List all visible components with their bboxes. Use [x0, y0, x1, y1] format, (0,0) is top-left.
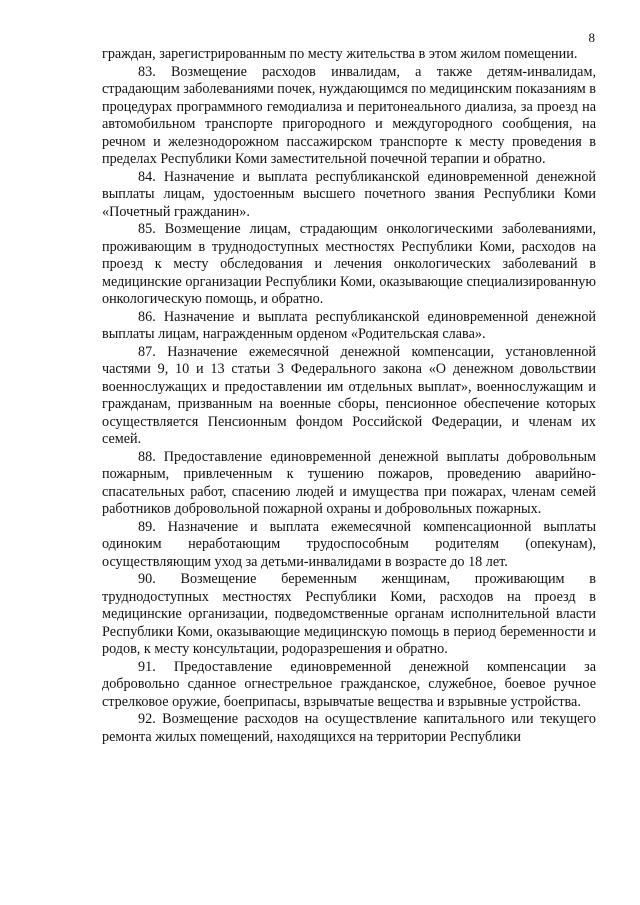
paragraph-continuation: граждан, зарегистрированным по месту жительства в этом жилом помещении. [102, 46, 578, 62]
paragraph-item-86: 86. Назначение и выплата республиканской единовременной денежной выплаты лицам, награжденным орденом «Родительская слава». [102, 308, 596, 342]
paragraph-item-92: 92. Возмещение расходов на осуществление капитального или текущего ремонта жилых помещений, находящихся на территории Республики [102, 711, 596, 745]
paragraph-item-84: 84. Назначение и выплата республиканской единовременной денежной выплаты лицам, удостоенным высшего почетного звания Республики Коми «Почетный гражданин». [102, 168, 596, 220]
paragraph-item-89: 89. Назначение и выплата ежемесячной компенсационной выплаты одиноким неработающим трудоспособным родителям (опекунам), осуществляющим уход за детьми-инвалидами в возрасте до 18 лет. [102, 518, 596, 570]
paragraph-item-91: 91. Предоставление единовременной денежной компенсации за добровольно сданное огнестрельное гражданское, служебное, боевое ручное стрелковое оружие, боеприпасы, взрывчатые вещества и взрывные устройства. [102, 658, 596, 710]
paragraph-item-87: 87. Назначение ежемесячной денежной компенсации, установленной частями 9, 10 и 13 статьи 3 Федерального закона «О денежном довольствии военнослужащих и предоставлении им отдельных выплат», военнослужащим и гражданам, призванным на военные сборы, пенсионное обеспечение которых осуществляется Пенсионным фондом Российской Федерации, и членам их семей. [102, 343, 596, 447]
document-body [102, 46, 596, 746]
paragraph-item-83: 83. Возмещение расходов инвалидам, а также детям-инвалидам, страдающим заболеваниями почек, нуждающимся по медицинским показаниям в процедурах программного гемодиализа и перитонеального диализа, за проезд на автомобильном транспорте пригородного и междугородного сообщения, на речном и железнодорожном пассажирском транспорте к месту проведения в пределах Республики Коми заместительной почечной терапии и обратно. [102, 63, 596, 167]
paragraph-item-88: 88. Предоставление единовременной денежной выплаты добровольным пожарным, привлеченным к тушению пожаров, проведению аварийно-спасательных работ, спасению людей и имущества при пожарах, членам семей работников добровольной пожарной охраны и добровольных пожарных. [102, 448, 596, 517]
paragraph-item-85: 85. Возмещение лицам, страдающим онкологическими заболеваниями, проживающим в труднодоступных местностях Республики Коми, расходов на проезд к месту обследования и лечения онкологических заболеваний в медицинские организации Республики Коми, оказывающие специализированную онкологическую помощь, и обратно. [102, 221, 596, 307]
paragraph-item-90: 90. Возмещение беременным женщинам, проживающим в труднодоступных местностях Республики Коми, расходов на проезд в медицинские организации, подведомственные органам исполнительной власти Республики Коми, оказывающие медицинскую помощь в период беременности и родов, к месту консультации, родоразрешения и обратно. [102, 571, 596, 657]
page-number: 8 [588, 30, 595, 45]
